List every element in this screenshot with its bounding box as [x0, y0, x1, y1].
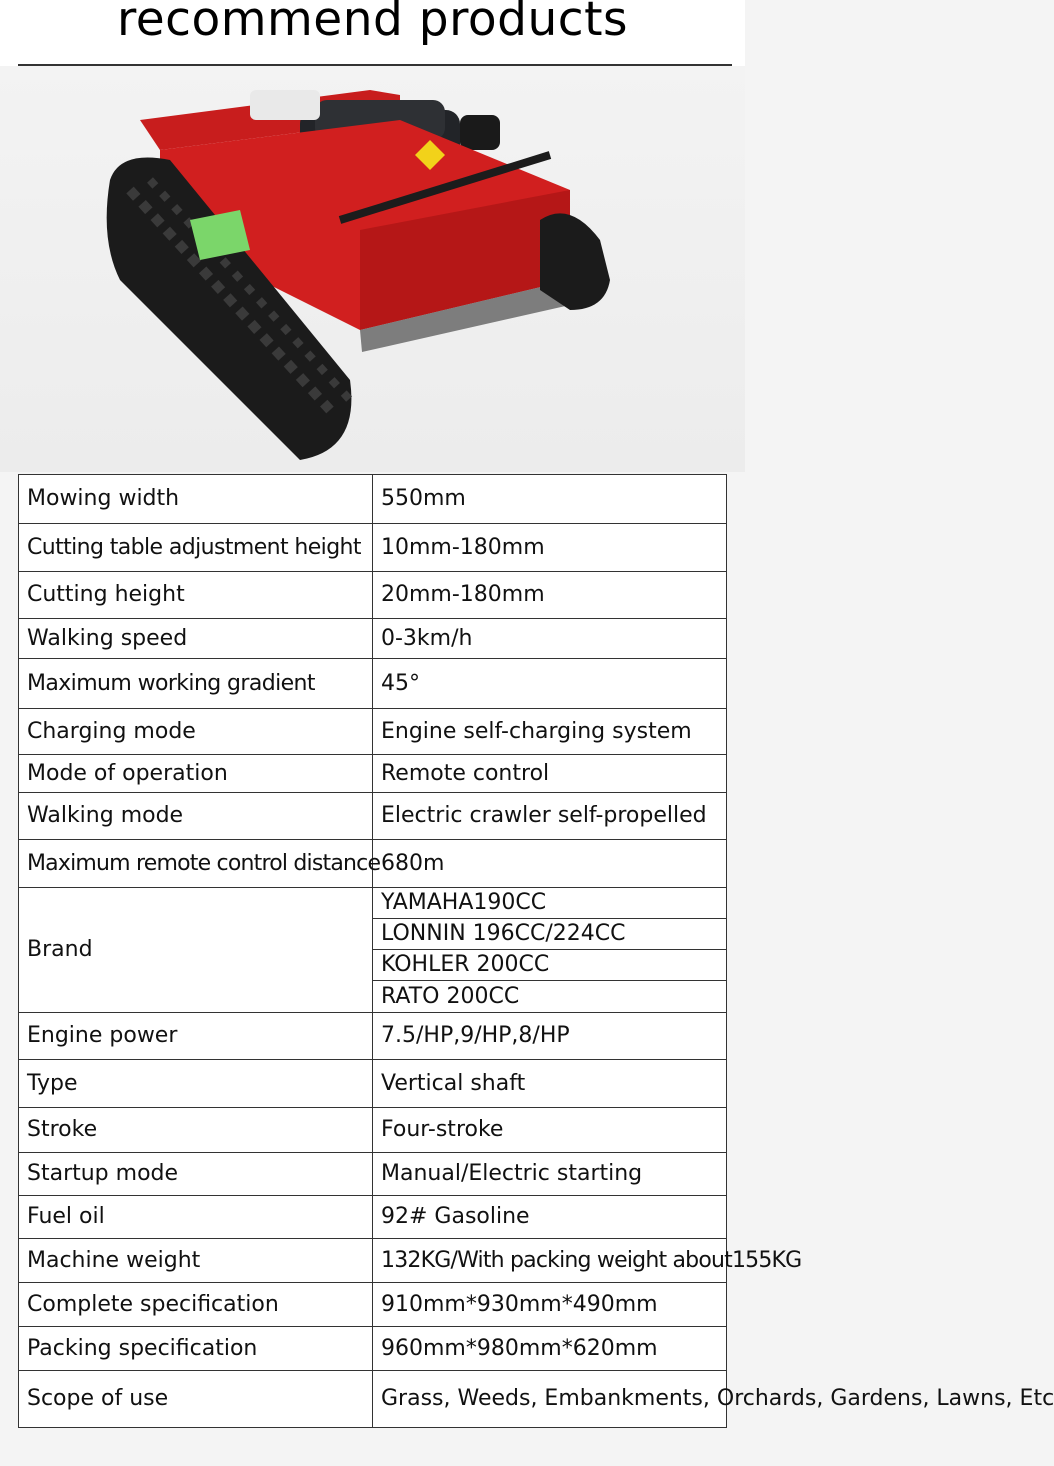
spec-value: 550mm	[373, 475, 727, 524]
spec-label: Brand	[19, 888, 373, 1013]
table-row	[19, 524, 727, 572]
spec-value: 132KG/With packing weight about155KG	[373, 1239, 727, 1283]
spec-label: Walking speed	[19, 619, 373, 659]
spec-label: Mowing width	[19, 475, 373, 524]
spec-label: Walking mode	[19, 793, 373, 840]
spec-label: Cutting table adjustment height	[19, 524, 373, 572]
spec-label: Fuel oil	[19, 1196, 373, 1239]
table-row	[19, 659, 727, 709]
spec-value: YAMAHA190CC	[373, 888, 727, 919]
spec-label: Maximum working gradient	[19, 659, 373, 709]
spec-label: Engine power	[19, 1013, 373, 1060]
spec-value: Vertical shaft	[373, 1060, 727, 1108]
table-row	[19, 1013, 727, 1060]
spec-label: Maximum remote control distance	[19, 840, 373, 888]
spec-value: 0-3km/h	[373, 619, 727, 659]
table-row	[19, 1153, 727, 1196]
spec-value: LONNIN 196CC/224CC	[373, 919, 727, 950]
table-row	[19, 793, 727, 840]
spec-label: Startup mode	[19, 1153, 373, 1196]
table-row	[19, 1196, 727, 1239]
table-row	[19, 709, 727, 755]
spec-value: 680m	[373, 840, 727, 888]
spec-value: Manual/Electric starting	[373, 1153, 727, 1196]
page-title: recommend products	[116, 0, 629, 47]
table-row	[19, 888, 727, 919]
spec-value: 20mm-180mm	[373, 572, 727, 619]
header	[0, 0, 745, 66]
table-row	[19, 619, 727, 659]
table-row	[19, 1371, 727, 1428]
spec-value: Electric crawler self-propelled	[373, 793, 727, 840]
table-row	[19, 755, 727, 793]
spec-label: Charging mode	[19, 709, 373, 755]
spec-value: 10mm-180mm	[373, 524, 727, 572]
spec-label: Packing specification	[19, 1327, 373, 1371]
spec-label: Complete specification	[19, 1283, 373, 1327]
spec-label: Type	[19, 1060, 373, 1108]
table-row	[19, 1327, 727, 1371]
spec-label: Cutting height	[19, 572, 373, 619]
table-row	[19, 1060, 727, 1108]
spec-label: Scope of use	[19, 1371, 373, 1428]
spec-value: RATO 200CC	[373, 981, 727, 1013]
spec-value: Four-stroke	[373, 1108, 727, 1153]
spec-value: 45°	[373, 659, 727, 709]
table-row	[19, 1108, 727, 1153]
spec-label: Mode of operation	[19, 755, 373, 793]
spec-value: Grass, Weeds, Embankments, Orchards, Gardens, Lawns, Etc	[373, 1371, 727, 1428]
spec-value: 910mm*930mm*490mm	[373, 1283, 727, 1327]
table-row	[19, 840, 727, 888]
product-image	[100, 80, 620, 470]
table-row	[19, 1239, 727, 1283]
spec-value: 7.5/HP,9/HP,8/HP	[373, 1013, 727, 1060]
spec-value: Engine self-charging system	[373, 709, 727, 755]
spec-table	[18, 474, 1054, 1428]
table-row	[19, 475, 727, 524]
spec-label: Stroke	[19, 1108, 373, 1153]
table-row	[19, 572, 727, 619]
spec-value: 960mm*980mm*620mm	[373, 1327, 727, 1371]
spec-value: Remote control	[373, 755, 727, 793]
spec-value: KOHLER 200CC	[373, 950, 727, 981]
table-row	[19, 1283, 727, 1327]
spec-value: 92# Gasoline	[373, 1196, 727, 1239]
spec-label: Machine weight	[19, 1239, 373, 1283]
